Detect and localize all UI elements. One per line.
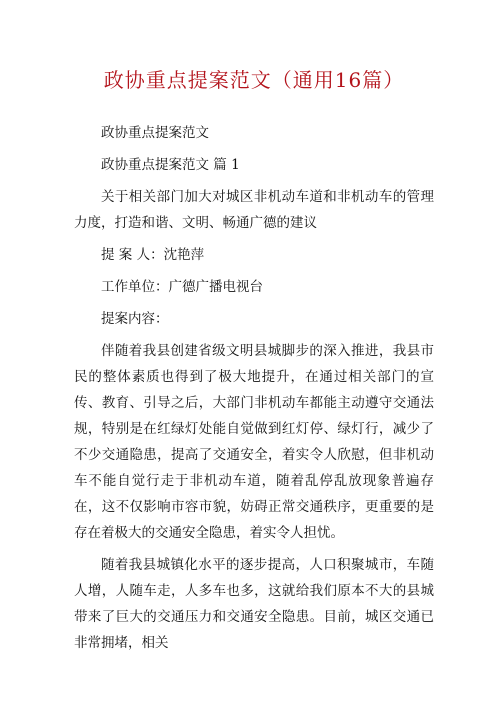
document-title: 政协重点提案范文（通用16篇）: [103, 68, 405, 92]
body-paragraph-1: 伴随着我县创建省级文明县城脚步的深入推进，我县市民的整体素质也得到了极大地提升，在通过相关部门的宣传、教育、引导之后，大部门非机动车都能主动遵守交通法规，特别是在红绿灯处能自觉做到红灯停、绿灯行，减少了不少交通隐患，提高了交通安全，着实令人欣慰，但非机动车不能自觉行走于非机动车道，随着乱停乱放现象普遍存在，这不仅影响市容市貌，妨碍正常交通秩序，更重要的是存在着极大的交通安全隐患，着实令人担忧。: [74, 343, 434, 541]
content-label: 提案内容：: [101, 311, 169, 327]
proposer-line: 提 案 人：沈艳萍: [101, 247, 205, 263]
heading-2: 政协重点提案范文 篇 1: [101, 157, 240, 173]
proposal-title: 关于相关部门加大对城区非机动车道和非机动车的管理力度，打造和谐、文明、畅通广德的建议: [74, 189, 434, 231]
heading-1: 政协重点提案范文: [101, 125, 209, 141]
work-unit-line: 工作单位：广德广播电视台: [101, 279, 263, 295]
body-paragraph-2: 随着我县城镇化水平的逐步提高，人口积聚城市，车随人增，人随车走，人多车也多，这就给我们原本不大的县城带来了巨大的交通压力和交通安全隐患。目前，城区交通已非常拥堵，相关: [74, 557, 434, 651]
